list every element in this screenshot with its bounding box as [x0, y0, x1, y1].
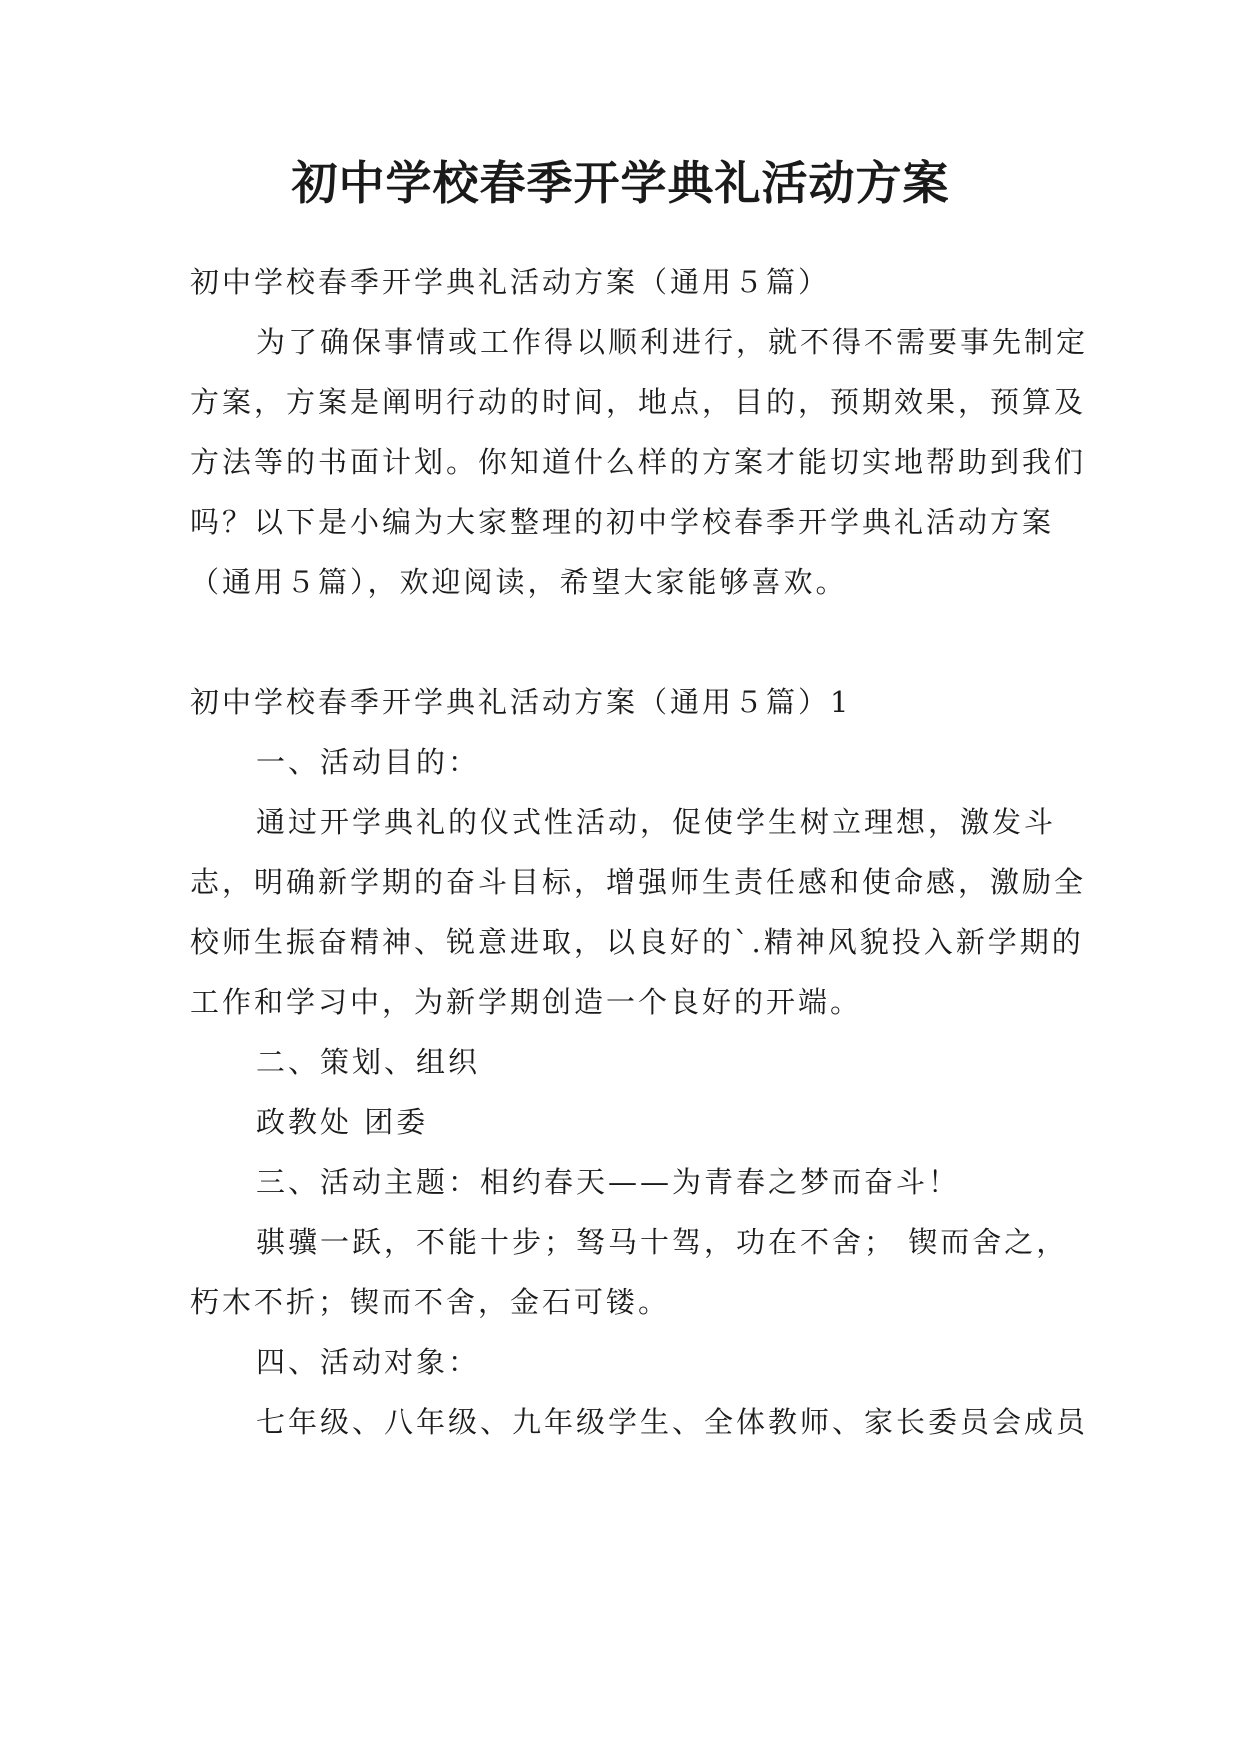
heading-activity-purpose: 一、活动目的： — [256, 745, 481, 779]
paragraph-organizers: 政教处 团委 — [256, 1105, 429, 1139]
section-title: 初中学校春季开学典礼活动方案（通用５篇）1 — [190, 685, 852, 719]
heading-planning: 二、策划、组织 — [256, 1045, 481, 1079]
document-subtitle: 初中学校春季开学典礼活动方案（通用５篇） — [190, 265, 831, 299]
intro-paragraph: 为了确保事情或工作得以顺利进行，就不得不需要事先制定方案，方案是阐明行动的时间，地点，目的，预期效果，预算及方法等的书面计划。你知道什么样的方案才能切实地帮助到我们吗？以下是小编为大家整理的初中学校春季开学典礼活动方案（通用５篇），欢迎阅读，希望大家能够喜欢。 — [190, 325, 1089, 599]
document-body — [190, 252, 1090, 1452]
paragraph-purpose: 通过开学典礼的仪式性活动，促使学生树立理想，激发斗志，明确新学期的奋斗目标，增强师生责任感和使命感，激励全校师生振奋精神、锐意进取，以良好的`.精神风貌投入新学期的工作和学习中，为新学期创造一个良好的开端。 — [190, 805, 1087, 1019]
paragraph-participants: 七年级、八年级、九年级学生、全体教师、家长委员会成员 — [256, 1405, 1089, 1439]
paragraph-spacer — [190, 612, 1090, 672]
heading-theme: 三、活动主题：相约春天——为青春之梦而奋斗！ — [256, 1165, 961, 1199]
paragraph-quote: 骐骥一跃，不能十步；驽马十驾，功在不舍； 锲而舍之，朽木不折；锲而不舍，金石可镂。 — [190, 1225, 1069, 1319]
document-title: 初中学校春季开学典礼活动方案 — [291, 156, 950, 210]
heading-participants: 四、活动对象： — [256, 1345, 481, 1379]
